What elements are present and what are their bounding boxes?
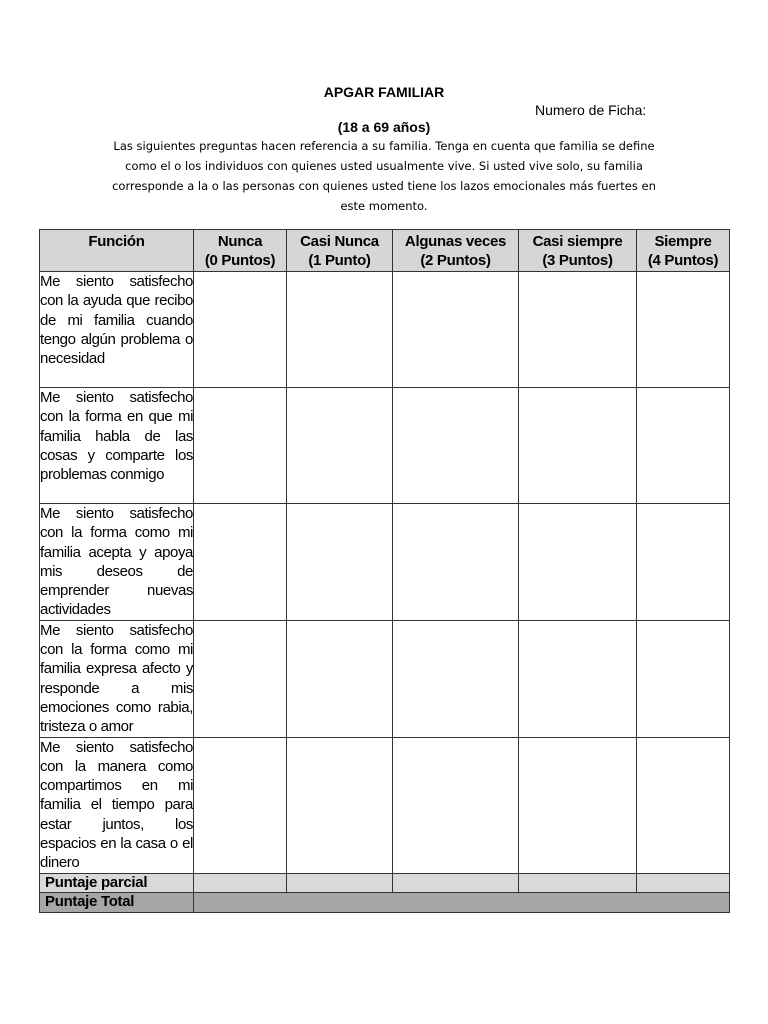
question-text: Me siento satisfecho con la forma en que mi familia habla de las cosas y comparte los problemas conmigo xyxy=(40,388,194,504)
answer-cell-casi-siempre[interactable] xyxy=(519,737,637,873)
answer-cell-siempre[interactable] xyxy=(637,272,730,388)
answer-cell-nunca[interactable] xyxy=(194,272,287,388)
column-header-casi-siempre: Casi siempre (3 Puntos) xyxy=(519,230,637,272)
answer-cell-nunca[interactable] xyxy=(194,388,287,504)
answer-cell-casi-siempre[interactable] xyxy=(519,388,637,504)
instructions-paragraph: Las siguientes preguntas hacen referencia a su familia. Tenga en cuenta que familia se define como el o los individuos con quienes usted usualmente vive. Si usted vive solo, su familia corresponde a la o las personas con quienes usted tiene los lazos emocionales más fuertes en este momento. xyxy=(112,139,656,213)
table-row xyxy=(40,272,730,388)
answer-cell-nunca[interactable] xyxy=(194,737,287,873)
table-row xyxy=(40,620,730,737)
answer-cell-casi-nunca[interactable] xyxy=(287,737,393,873)
total-score-label: Puntaje Total xyxy=(40,892,194,912)
answer-cell-casi-nunca[interactable] xyxy=(287,504,393,621)
answer-cell-casi-siempre[interactable] xyxy=(519,620,637,737)
apgar-table xyxy=(39,229,730,913)
answer-cell-casi-nunca[interactable] xyxy=(287,272,393,388)
partial-score-casi-siempre[interactable] xyxy=(519,873,637,892)
document-title: APGAR FAMILIAR xyxy=(323,84,445,100)
answer-cell-algunas-veces[interactable] xyxy=(393,388,519,504)
column-header-algunas-veces: Algunas veces (2 Puntos) xyxy=(393,230,519,272)
question-text: Me siento satisfecho con la ayuda que recibo de mi familia cuando tengo algún problema o necesidad xyxy=(40,272,194,388)
answer-cell-nunca[interactable] xyxy=(194,620,287,737)
age-range-subtitle: (18 a 69 años) xyxy=(337,119,431,135)
ficha-number-label: Numero de Ficha: xyxy=(535,102,647,118)
answer-cell-siempre[interactable] xyxy=(637,737,730,873)
partial-score-siempre[interactable] xyxy=(637,873,730,892)
total-score-value[interactable] xyxy=(194,892,730,912)
column-header-nunca: Nunca (0 Puntos) xyxy=(194,230,287,272)
column-header-casi-nunca: Casi Nunca (1 Punto) xyxy=(287,230,393,272)
table-header-row xyxy=(40,230,730,272)
answer-cell-algunas-veces[interactable] xyxy=(393,737,519,873)
answer-cell-siempre[interactable] xyxy=(637,504,730,621)
answer-cell-casi-nunca[interactable] xyxy=(287,620,393,737)
answer-cell-algunas-veces[interactable] xyxy=(393,620,519,737)
table-row xyxy=(40,737,730,873)
partial-score-label: Puntaje parcial xyxy=(40,873,194,892)
column-header-funcion: Función xyxy=(40,230,194,272)
answer-cell-algunas-veces[interactable] xyxy=(393,272,519,388)
answer-cell-nunca[interactable] xyxy=(194,504,287,621)
partial-score-nunca[interactable] xyxy=(194,873,287,892)
partial-score-algunas-veces[interactable] xyxy=(393,873,519,892)
answer-cell-siempre[interactable] xyxy=(637,620,730,737)
answer-cell-casi-siempre[interactable] xyxy=(519,272,637,388)
question-text: Me siento satisfecho con la forma como mi familia acepta y apoya mis deseos de emprender nuevas actividades xyxy=(40,505,193,619)
partial-score-row xyxy=(40,873,730,892)
question-text: Me siento satisfecho con la manera como compartimos en mi familia el tiempo para estar juntos, los espacios en la casa o el dinero xyxy=(40,738,193,872)
answer-cell-casi-nunca[interactable] xyxy=(287,388,393,504)
question-text: Me siento satisfecho con la forma como mi familia expresa afecto y responde a mis emociones como rabia, tristeza o amor xyxy=(40,621,193,736)
answer-cell-algunas-veces[interactable] xyxy=(393,504,519,621)
table-row xyxy=(40,388,730,504)
total-score-row xyxy=(40,892,730,912)
partial-score-casi-nunca[interactable] xyxy=(287,873,393,892)
table-row xyxy=(40,504,730,621)
answer-cell-casi-siempre[interactable] xyxy=(519,504,637,621)
answer-cell-siempre[interactable] xyxy=(637,388,730,504)
column-header-siempre: Siempre (4 Puntos) xyxy=(637,230,730,272)
